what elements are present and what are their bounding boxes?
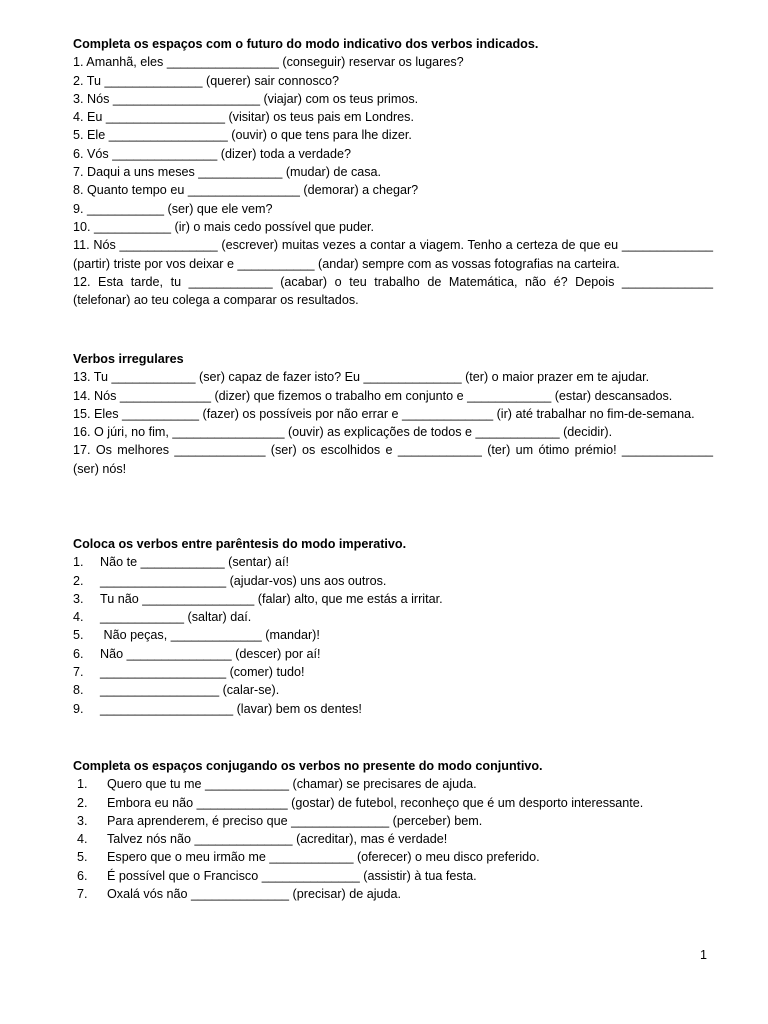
item-number: 8.	[73, 683, 84, 698]
item-text: __________________ (comer) tudo!	[100, 665, 305, 680]
exercise-item: 4. Eu _________________ (visitar) os teus pais em Londres.	[73, 110, 414, 125]
item-text: ___________________ (lavar) bem os dentes!	[100, 701, 362, 716]
exercise-item: 5. Ele _________________ (ouvir) o que tens para lhe dizer.	[73, 128, 412, 143]
item-text: __________________ (ajudar-vos) uns aos outros.	[100, 573, 387, 588]
exercise-item: 7. Daqui a uns meses ____________ (mudar) de casa.	[73, 165, 382, 180]
item-text: Espero que o meu irmão me ____________ (oferecer) o meu disco preferido.	[107, 850, 540, 865]
item-number: 3.	[77, 813, 88, 828]
item-number: 2.	[77, 795, 88, 810]
list-item	[73, 590, 713, 608]
exercise-item: 15. Eles ___________ (fazer) os possíveis por não errar e _____________ (ir) até trabalhar no fim-de-semana.	[73, 406, 695, 421]
item-number: 6.	[73, 646, 84, 661]
exercise-item: 10. ___________ (ir) o mais cedo possível que puder.	[73, 219, 375, 234]
list-item	[73, 830, 713, 848]
item-text: Não te ____________ (sentar) aí!	[100, 555, 290, 570]
list-item	[73, 812, 713, 830]
item-text: Não peças, _____________ (mandar)!	[100, 628, 320, 643]
list-item	[73, 775, 713, 793]
list-item	[73, 645, 713, 663]
item-text: Para aprenderem, é preciso que ______________ (perceber) bem.	[107, 813, 483, 828]
section-heading: Completa os espaços conjugando os verbos no presente do modo conjuntivo.	[73, 759, 543, 773]
exercise-item: 16. O júri, no fim, ________________ (ouvir) as explicações de todos e ____________ (decidir).	[73, 425, 613, 440]
section-future-indicative	[73, 35, 713, 309]
item-text: _________________ (calar-se).	[100, 683, 280, 698]
section-heading: Completa os espaços com o futuro do modo indicativo dos verbos indicados.	[73, 37, 539, 51]
list-item	[73, 608, 713, 626]
item-text: Embora eu não _____________ (gostar) de futebol, reconheço que é um desporto interessante.	[107, 795, 644, 810]
item-text: ____________ (saltar) daí.	[100, 610, 252, 625]
list-item	[73, 626, 713, 644]
item-text: Quero que tu me ____________ (chamar) se precisares de ajuda.	[107, 777, 477, 792]
list-item	[73, 553, 713, 571]
item-number: 5.	[77, 850, 88, 865]
item-number: 7.	[73, 665, 84, 680]
item-text: É possível que o Francisco ______________ (assistir) à tua festa.	[107, 868, 477, 883]
item-text: Não _______________ (descer) por aí!	[100, 646, 321, 661]
item-number: 4.	[77, 832, 88, 847]
exercise-item: 14. Nós _____________ (dizer) que fizemos o trabalho em conjunto e ____________ (estar) descansados.	[73, 388, 673, 403]
item-text: Tu não ________________ (falar) alto, que me estás a irritar.	[100, 591, 443, 606]
item-number: 6.	[77, 868, 88, 883]
section-heading: Verbos irregulares	[73, 352, 184, 366]
list-item	[73, 700, 713, 718]
exercise-item: 3. Nós _____________________ (viajar) com os teus primos.	[73, 91, 419, 106]
item-number: 9.	[73, 701, 84, 716]
item-number: 2.	[73, 573, 84, 588]
item-number: 1.	[77, 777, 88, 792]
item-number: 7.	[77, 887, 88, 902]
list-item	[73, 885, 713, 903]
list-item	[73, 848, 713, 866]
section-heading: Coloca os verbos entre parêntesis do modo imperativo.	[73, 537, 407, 551]
section-present-subjunctive	[73, 757, 713, 903]
exercise-item: 6. Vós _______________ (dizer) toda a verdade?	[73, 146, 351, 161]
list-item	[73, 867, 713, 885]
item-number: 5.	[73, 628, 84, 643]
list-item	[73, 663, 713, 681]
exercise-item: 13. Tu ____________ (ser) capaz de fazer isto? Eu ______________ (ter) o maior prazer em te ajudar.	[73, 370, 650, 385]
list-item	[73, 681, 713, 699]
item-text: Oxalá vós não ______________ (precisar) de ajuda.	[107, 887, 402, 902]
item-number: 1.	[73, 555, 84, 570]
item-text: Talvez nós não ______________ (acreditar), mas é verdade!	[107, 832, 448, 847]
page-number: 1	[700, 948, 708, 962]
section-irregular-verbs	[73, 350, 713, 478]
exercise-item: 8. Quanto tempo eu ________________ (demorar) a chegar?	[73, 183, 419, 198]
item-number: 3.	[73, 591, 84, 606]
exercise-item: 17. Os melhores _____________ (ser) os escolhidos e ____________ (ter) um ótimo prémio! _____________ (ser) nós!	[73, 443, 713, 476]
section-imperative	[73, 535, 713, 718]
exercise-item: 12. Esta tarde, tu ____________ (acabar) o teu trabalho de Matemática, não é? Depois _____________ (telefonar) ao teu colega a comparar os resultados.	[73, 274, 713, 308]
exercise-item: 2. Tu ______________ (querer) sair connosco?	[73, 73, 340, 88]
list-item	[73, 572, 713, 590]
exercise-item: 11. Nós ______________ (escrever) muitas vezes a contar a viagem. Tenho a certeza de que eu _____________ (partir) triste por vos deixar e ___________ (andar) sempre com as vossas fotografias na carteira.	[73, 238, 713, 271]
exercise-item: 1. Amanhã, eles ________________ (conseguir) reservar os lugares?	[73, 55, 464, 70]
list-item	[73, 794, 713, 812]
exercise-item: 9. ___________ (ser) que ele vem?	[73, 201, 273, 216]
item-number: 4.	[73, 610, 84, 625]
